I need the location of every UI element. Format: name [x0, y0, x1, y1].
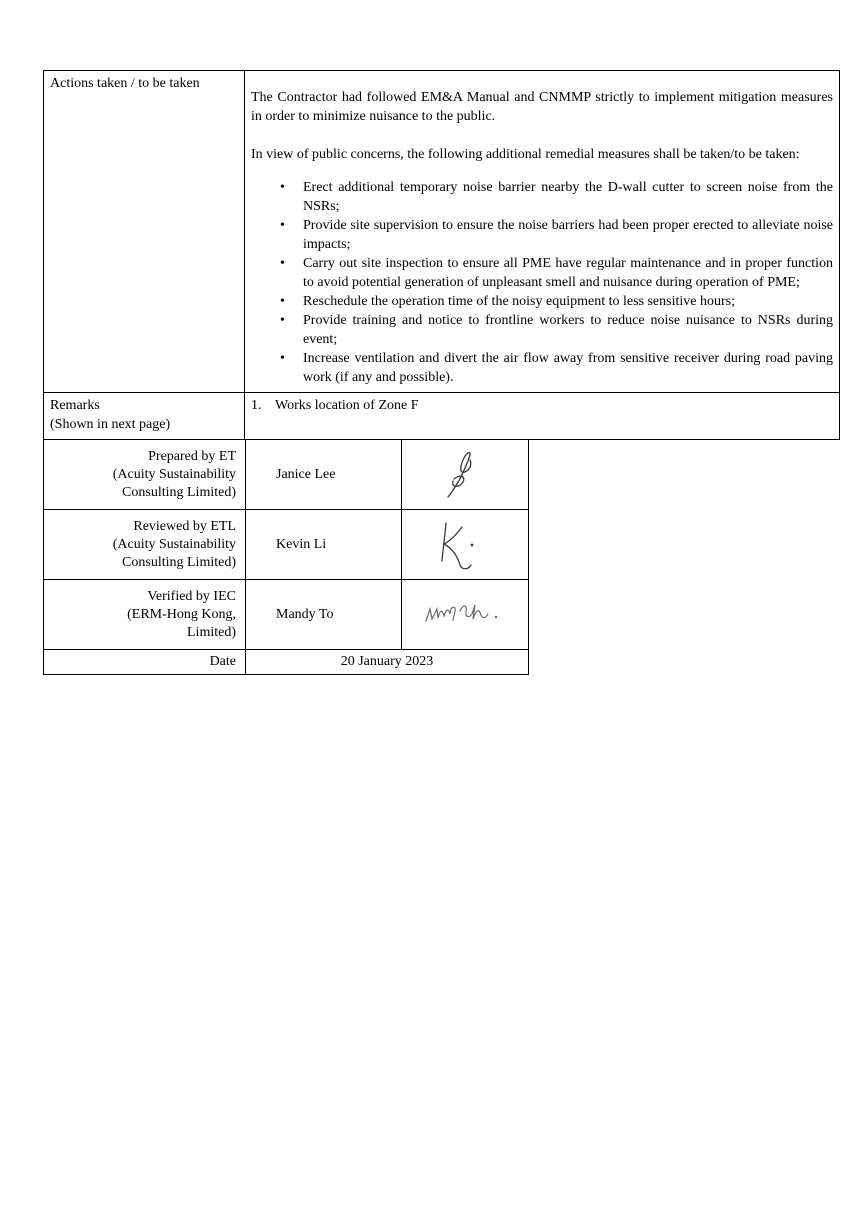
janice-lee-signature: [410, 445, 520, 505]
actions-paragraph-1: The Contractor had followed EM&A Manual and CNMMP strictly to implement mitigation measures in order to minimize nuisance to the public.: [251, 90, 833, 124]
signature-row-prepared: [44, 440, 529, 510]
role-line: Limited): [187, 624, 236, 640]
role-line: Verified by IEC: [147, 588, 236, 604]
verified-by-signature-cell: [402, 580, 529, 650]
list-item: • Increase ventilation and divert the air flow away from sensitive receiver during road paving work (if any and possible).: [251, 349, 833, 387]
remarks-label: Remarks: [50, 398, 100, 413]
remarks-row: [44, 393, 840, 440]
reviewed-by-name: Kevin Li: [246, 510, 402, 580]
date-label: Date: [44, 650, 246, 675]
remarks-item-number: 1.: [251, 398, 262, 413]
verified-by-role-cell: [44, 580, 246, 650]
actions-label-cell: [44, 71, 245, 393]
reviewed-by-signature-cell: [402, 510, 529, 580]
remarks-content-cell: [245, 393, 840, 440]
signature-table: [43, 439, 529, 675]
role-line: Consulting Limited): [122, 554, 236, 570]
remedial-measures-list: [251, 178, 833, 387]
list-item: • Erect additional temporary noise barrier nearby the D-wall cutter to screen noise from the NSRs;: [251, 178, 833, 216]
list-item: • Provide training and notice to frontline workers to reduce noise nuisance to NSRs during event;: [251, 311, 833, 349]
prepared-by-role-cell: [44, 440, 246, 510]
signature-row-verified: [44, 580, 529, 650]
date-value: 20 January 2023: [246, 650, 529, 675]
mandy-to-signature: [410, 585, 520, 645]
list-item: • Provide site supervision to ensure the noise barriers had been proper erected to alleviate noise impacts;: [251, 216, 833, 254]
prepared-by-signature-cell: [402, 440, 529, 510]
signature-row-reviewed: [44, 510, 529, 580]
remarks-label-cell: [44, 393, 245, 440]
prepared-by-name: Janice Lee: [246, 440, 402, 510]
date-row: [44, 650, 529, 675]
list-item: • Reschedule the operation time of the noisy equipment to less sensitive hours;: [251, 292, 833, 311]
role-line: (ERM-Hong Kong,: [127, 606, 236, 622]
role-line: (Acuity Sustainability: [112, 536, 236, 552]
remarks-label-note: (Shown in next page): [50, 417, 171, 432]
actions-row: [44, 71, 840, 393]
role-line: Prepared by ET: [148, 448, 236, 464]
actions-remarks-table: [43, 70, 840, 440]
verified-by-name: Mandy To: [246, 580, 402, 650]
actions-paragraph-2: In view of public concerns, the following additional remedial measures shall be taken/to be taken:: [251, 147, 800, 162]
actions-label: Actions taken / to be taken: [50, 76, 200, 91]
reviewed-by-role-cell: [44, 510, 246, 580]
actions-content-cell: [245, 71, 840, 393]
kevin-li-signature: [410, 515, 520, 575]
role-line: (Acuity Sustainability: [112, 466, 236, 482]
list-item: • Carry out site inspection to ensure all PME have regular maintenance and in proper function to avoid potential generation of unpleasant smell and nuisance during operation of PME;: [251, 254, 833, 292]
role-line: Consulting Limited): [122, 484, 236, 500]
role-line: Reviewed by ETL: [133, 518, 236, 534]
remarks-item-text: Works location of Zone F: [275, 398, 419, 413]
